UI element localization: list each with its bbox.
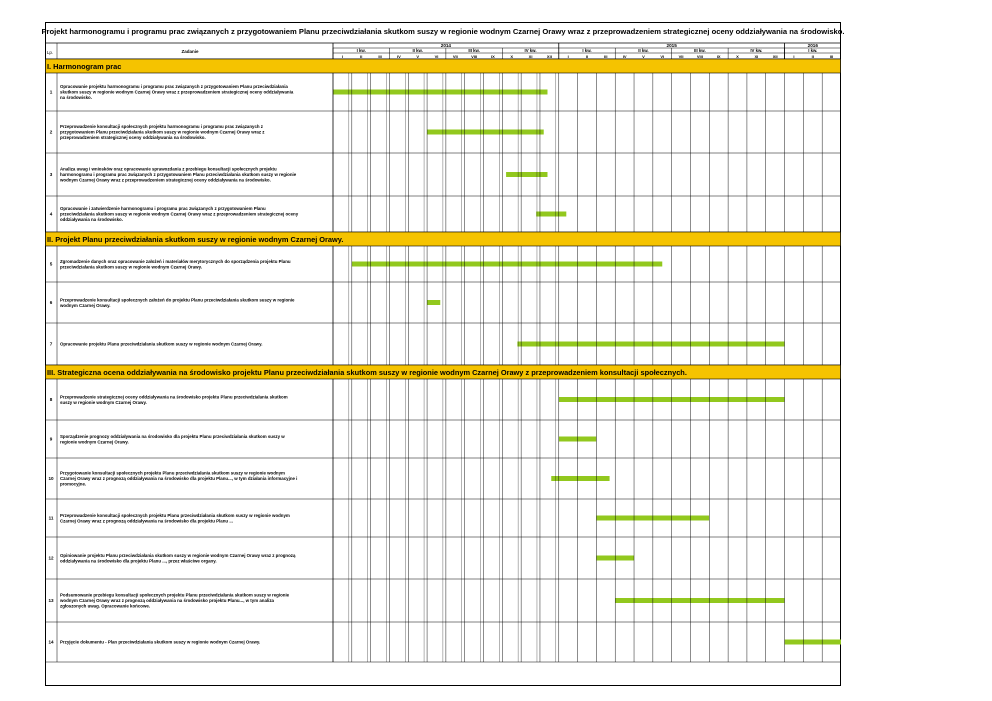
task-description-line: Czarnej Orawy wraz z prognozą oddziaływania na środowisko dla projektu Planu..., w tym działania informacyjne i xyxy=(60,476,298,482)
month-label: V xyxy=(416,53,420,59)
month-label: VI xyxy=(434,53,439,59)
section-header-bar xyxy=(46,59,841,73)
task-description-line: Przygotowanie konsultacji społecznych projektu Planu przeciwdziałania skutkom suszy w regionie wodnym xyxy=(60,470,285,476)
month-label: XI xyxy=(528,53,533,59)
quarter-label: IV kw. xyxy=(750,48,763,53)
task-description-line: Przyjęcie dokumentu - Plan przeciwdziałania skutkom suszy w regionie wodnym Czarnej Orawy. xyxy=(60,639,261,645)
quarter-label: I kw. xyxy=(582,48,592,53)
task-duration-bar xyxy=(517,342,784,347)
quarter-label: III kw. xyxy=(468,48,480,53)
task-number: 8 xyxy=(49,397,53,403)
task-duration-bar xyxy=(506,172,547,177)
section-title: I. Harmonogram prac xyxy=(47,62,122,71)
task-number: 1 xyxy=(49,89,53,95)
lp-header: Lp. xyxy=(46,50,54,55)
quarter-label: I kw. xyxy=(356,48,366,53)
month-label: IV xyxy=(396,53,401,59)
month-label: VI xyxy=(660,53,665,59)
quarter-label: IV kw. xyxy=(524,48,537,53)
month-label: XII xyxy=(772,53,778,59)
month-label: I xyxy=(793,53,795,59)
task-description-line: harmonogramu i programu prac związanych z przygotowaniem Planu przeciwdziałania skutkom suszy w regionie xyxy=(60,172,297,178)
task-description-line: regionie wodnym Czarnej Orawy. xyxy=(60,439,129,445)
month-label: II xyxy=(360,53,363,59)
month-label: IX xyxy=(491,53,495,59)
task-description-line: Zgromadzenie danych oraz opracowanie założeń i materiałów merytorycznych do sporządzenia projektu Planu xyxy=(60,258,291,264)
task-description-line: przeciwdziałania skutkom suszy w regionie wodnym Czarnej Orawy wraz z przeprowadzeniem strategicznej oceny xyxy=(60,211,299,217)
document-title: Projekt harmonogramu i programu prac związanych z przygotowaniem Planu przeciwdziałania skutkom suszy w regionie wodnym Czarnej Orawy wraz z przeprowadzeniem strategicznej oceny oddziaływania na środowisko. xyxy=(41,27,845,36)
task-number: 14 xyxy=(48,639,54,645)
task-duration-bar xyxy=(785,640,841,645)
task-description-line: Sporządzenie prognozy oddziaływania na środowisko dla projektu Planu przeciwdziałania skutkom suszy w xyxy=(60,433,285,439)
task-description-line: przeciwdziałania skutkom suszy w regionie wodnym Czarnej Orawy. xyxy=(60,264,202,270)
month-label: II xyxy=(811,53,814,59)
task-duration-bar xyxy=(427,300,440,305)
task-description-line: Opracowanie projektu harmonogramu i programu prac związanych z przygotowaniem Planu przeciwdziałania xyxy=(60,84,288,89)
task-description-line: przeprowadzeniem strategicznej oceny oddziaływania na środowisko. xyxy=(60,135,206,141)
task-description-line: oddziaływania na środowisko. xyxy=(60,217,123,223)
task-duration-bar xyxy=(615,598,784,603)
year-label: 2016 xyxy=(807,43,818,48)
task-description-line: Analiza uwag i wniosków oraz opracowanie sprawozdania z przebiegu konsultacji społecznych projektu xyxy=(60,166,277,172)
quarter-label: III kw. xyxy=(694,48,706,53)
month-label: III xyxy=(604,53,608,59)
quarter-label: II kw. xyxy=(638,48,649,53)
task-description-line: skutkom suszy w regionie wodnym Czarnej Orawy wraz z przeprowadzeniem strategicznej oceny oddziaływania xyxy=(60,89,294,95)
task-description-line: Czarnej Orawy wraz z prognozą oddziaływania na środowisko dla projektu Planu ... xyxy=(60,518,233,524)
task-header: Zadanie xyxy=(181,49,199,54)
task-description-line: Przeprowadzenie strategicznej oceny oddziaływania na środowisko projektu Planu przeciwdziałania skutkom xyxy=(60,394,288,400)
task-description-line: na środowisko. xyxy=(60,95,92,101)
month-label: V xyxy=(642,53,645,59)
quarter-label: I kw. xyxy=(808,48,818,53)
task-description-line: Opracowanie i zatwierdzenie harmonogramu i programu prac związanych z przygotowaniem Planu xyxy=(60,206,266,211)
month-label: I xyxy=(567,53,569,59)
month-label: II xyxy=(585,53,589,59)
task-description-line: wodnym Czarnej Orawy wraz z przeprowadzeniem strategicznej oceny oddziaływania na środowisko. xyxy=(60,177,271,183)
month-label: I xyxy=(341,53,343,59)
task-duration-bar xyxy=(352,262,662,267)
task-description-line: Opracowanie projektu Planu przeciwdziałania skutkom suszy w regionie wodnym Czarnej Orawy. xyxy=(60,341,263,347)
task-number: 10 xyxy=(48,476,54,482)
month-label: X xyxy=(510,53,514,59)
task-number: 6 xyxy=(49,300,53,306)
task-description-line: oddziaływania na środowisko dla projektu Planu ..., przez właściwe organy. xyxy=(60,558,217,564)
task-duration-bar xyxy=(551,476,609,481)
task-number: 7 xyxy=(49,341,53,347)
year-label: 2015 xyxy=(666,43,677,48)
task-number: 11 xyxy=(48,515,54,521)
task-description-line: przygotowaniem Planu przeciwdziałania skutkom suszy w regionie wodnym Czarnej Orawy wraz z xyxy=(60,129,265,135)
task-description-line: Przeprowadzenie konsultacji społecznych projektu Planu przeciwdziałania skutkom suszy w regionie wodnym xyxy=(60,512,290,518)
month-label: VIII xyxy=(471,53,478,59)
month-label: VII xyxy=(678,53,684,59)
year-label: 2014 xyxy=(440,43,452,48)
task-description-line: zgłoszonych uwag. Opracowanie końcowe. xyxy=(60,603,151,609)
section-title: III. Strategiczna ocena oddziaływania na środowisko projektu Planu przeciwdziałania skutkom suszy w regionie wodnym Czarnej Orawy z przeprowadzeniem konsultacji społecznych. xyxy=(47,368,687,377)
task-description-line: wodnym Czarnej Orawy wraz z prognozą oddziaływania na środowisko projektu Planu..., w tym analiza xyxy=(60,598,274,604)
month-label: III xyxy=(829,53,834,59)
month-label: IV xyxy=(622,53,627,59)
month-label: VIII xyxy=(696,53,703,59)
task-duration-bar xyxy=(427,130,544,135)
section-title: II. Projekt Planu przeciwdziałania skutkom suszy w regionie wodnym Czarnej Orawy. xyxy=(47,235,344,244)
task-duration-bar xyxy=(333,90,547,95)
task-description-line: Przeprowadzenie konsultacji społecznych projektu harmonogramu i programu prac związanych z xyxy=(60,124,263,129)
task-number: 2 xyxy=(49,129,53,135)
task-number: 3 xyxy=(49,172,53,178)
task-number: 12 xyxy=(48,555,54,561)
month-label: VII xyxy=(452,53,458,59)
month-label: III xyxy=(378,53,382,59)
month-label: XII xyxy=(546,53,552,59)
task-description-line: Opiniowanie projektu Planu przeciwdziałania skutkom suszy w regionie wodnym Czarnej Orawy wraz z prognozą xyxy=(60,552,296,558)
task-number: 13 xyxy=(48,598,54,604)
month-label: IX xyxy=(716,53,721,59)
task-number: 5 xyxy=(49,261,53,267)
month-label: X xyxy=(736,53,739,59)
task-duration-bar xyxy=(536,212,566,217)
task-description-line: promocyjne. xyxy=(60,481,87,487)
quarter-label: II kw. xyxy=(412,48,423,53)
task-description-line: suszy w regionie wodnym Czarnej Orawy. xyxy=(60,399,147,405)
task-number: 9 xyxy=(49,436,53,442)
task-description-line: Podsumowanie przebiegu konsultacji społecznych projektu Planu przeciwdziałania skutkom suszy w regionie xyxy=(60,592,290,598)
task-description-line: Przeprowadzenie konsultacji społecznych założeń do projektu Planu przeciwdziałania skutkom suszy w regionie xyxy=(60,297,295,303)
task-number: 4 xyxy=(49,211,53,217)
task-description-line: wodnym Czarnej Orawy. xyxy=(60,302,111,308)
month-label: XI xyxy=(754,53,759,59)
